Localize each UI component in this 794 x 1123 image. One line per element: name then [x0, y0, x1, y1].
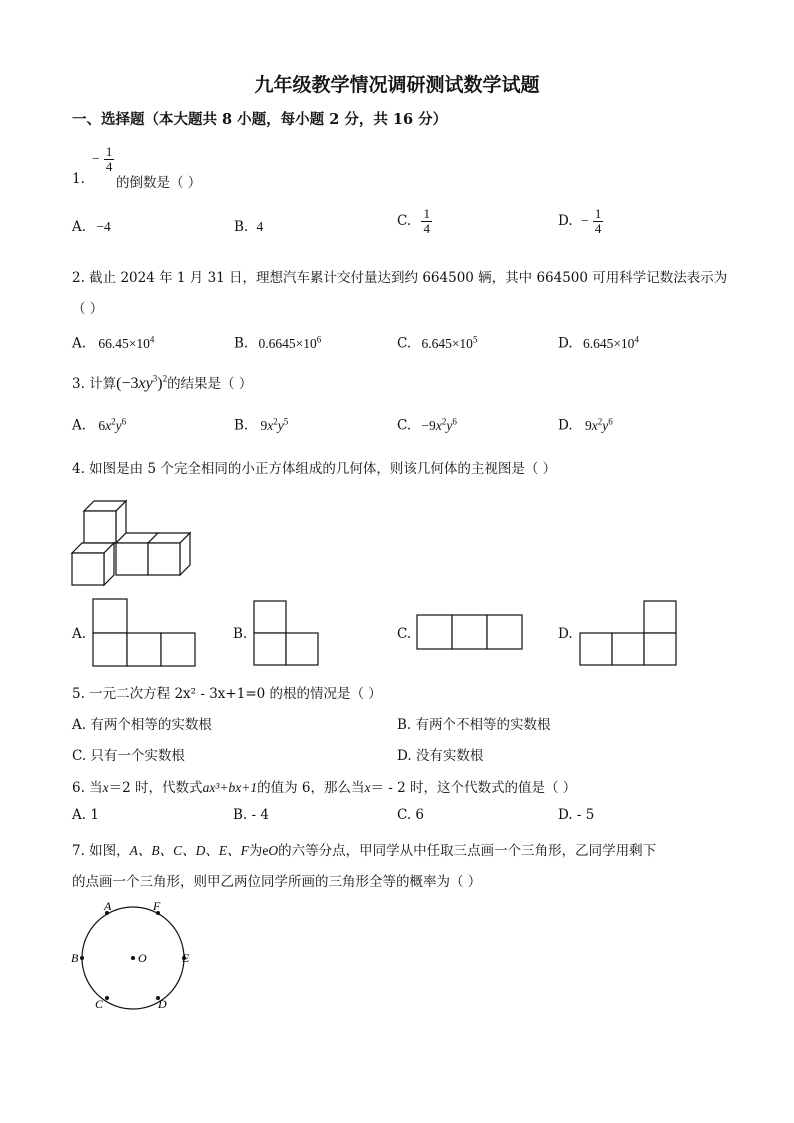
- q3-option-c-yexp: 6: [452, 416, 457, 426]
- q1-option-c-numerator: 1: [423, 206, 430, 221]
- q7-label-b: B: [71, 951, 79, 965]
- q4-option-d-figure[interactable]: [580, 601, 680, 667]
- q3-option-a-x: x: [105, 417, 112, 433]
- q5-option-c[interactable]: C. 只有一个实数根: [72, 748, 185, 764]
- q6-part1: 6. 当: [72, 780, 103, 796]
- q2-option-d[interactable]: [558, 334, 639, 352]
- q5-option-b[interactable]: B. 有两个不相等的实数根: [397, 717, 551, 733]
- q3-option-c-y: y: [446, 417, 453, 433]
- q7-label-e: E: [182, 951, 190, 965]
- q5-option-a[interactable]: A. 有两个相等的实数根: [72, 717, 212, 733]
- q1-fraction: [92, 145, 114, 173]
- q3-option-a-xexp: 2: [111, 416, 116, 426]
- q7-label-o: O: [138, 951, 147, 965]
- q3-option-a-coef: 6: [98, 417, 106, 433]
- q3-option-a[interactable]: [72, 416, 126, 434]
- q7-part2: 为: [248, 843, 263, 859]
- q4-option-a-label[interactable]: A.: [72, 626, 87, 642]
- q3-option-b[interactable]: [234, 416, 288, 434]
- q3-suffix: 的结果是（ ）: [167, 376, 253, 392]
- q3-option-b-xexp: 2: [273, 416, 278, 426]
- q2-option-b-value: [259, 336, 322, 351]
- q1-option-a-value: −4: [96, 219, 111, 234]
- q1-numerator: 1: [105, 144, 113, 159]
- q6-part2: ＝2 时，代数式: [108, 780, 203, 796]
- q3-option-d-value: [585, 418, 613, 433]
- q2-option-c-label: C.: [397, 335, 412, 352]
- q4-option-b-label[interactable]: B.: [233, 626, 248, 642]
- q1-option-a-label: A.: [72, 219, 87, 235]
- q1-fraction-body: [104, 145, 115, 173]
- q6-option-d[interactable]: D. - 5: [558, 807, 595, 823]
- q3-option-c-value: [421, 418, 456, 433]
- q3-option-b-coef: 9: [260, 417, 268, 433]
- cube-top: [84, 501, 126, 543]
- q7-text-line2: 的点画一个三角形，则甲乙两位同学所画的三角形全等的概率为（ ）: [72, 874, 482, 890]
- q3-option-d-label: D.: [558, 417, 573, 434]
- q3-expr-outer-exp: 2: [162, 373, 168, 384]
- q1-option-c-denominator: 4: [423, 220, 430, 236]
- q2-option-c-exponent: 5: [472, 334, 478, 344]
- q4-option-a-figure[interactable]: [93, 599, 197, 667]
- q4-option-c-label[interactable]: C.: [397, 626, 412, 642]
- q1-denominator: 4: [105, 158, 113, 174]
- q4-option-c-figure[interactable]: [417, 615, 525, 651]
- q3-expr-inner-exp: 3: [152, 373, 158, 384]
- q4-option-d-label[interactable]: D.: [558, 626, 573, 642]
- q1-option-d-numerator: 1: [594, 206, 602, 221]
- q3-option-c-xexp: 2: [441, 416, 447, 426]
- q3-option-d-y: y: [602, 417, 609, 433]
- q2-option-a[interactable]: [72, 334, 154, 352]
- q6-x2: x: [364, 780, 371, 795]
- q2-option-c[interactable]: [397, 334, 477, 352]
- q7-label-f: F: [153, 899, 161, 913]
- q3-option-d-yexp: 6: [608, 416, 613, 426]
- q3-option-b-value: [261, 418, 289, 433]
- q7-part1: 7. 如图，: [72, 843, 130, 859]
- q3-option-b-yexp: 5: [283, 416, 289, 426]
- q3-option-d-xexp: 2: [597, 416, 603, 426]
- q2-option-a-label: A.: [72, 335, 87, 352]
- q6-x1: x: [102, 780, 109, 795]
- q7-part3: 的六等分点，甲同学从中任取三点画一个三角形，乙同学用剩下: [278, 843, 657, 859]
- q2-option-a-mantissa: 66.45×10: [98, 335, 150, 351]
- q5-text: 5. 一元二次方程 2x² - 3x+1=0 的根的情况是（ ）: [72, 686, 382, 702]
- q3-option-b-label: B.: [234, 417, 249, 434]
- q1-option-d-label: D.: [558, 213, 573, 230]
- q1-option-c[interactable]: [397, 207, 432, 235]
- q1-option-c-label: C.: [397, 213, 412, 230]
- q2-option-a-exponent: 4: [149, 334, 155, 344]
- q7-label-c: C: [95, 997, 104, 1011]
- q3-option-c-label: C.: [397, 417, 412, 434]
- q1-option-d[interactable]: [558, 207, 603, 235]
- q6-option-b[interactable]: B. - 4: [233, 807, 269, 823]
- q7-label-a: A: [104, 899, 112, 913]
- q2-option-c-mantissa: 6.645×10: [421, 335, 473, 351]
- q3-option-b-y: y: [277, 417, 284, 433]
- q6-part4: ＝ - 2 时，这个代数式的值是（ ）: [370, 780, 577, 796]
- q2-option-d-mantissa: 6.645×10: [582, 335, 635, 351]
- q3-option-d-coef: 9: [584, 417, 592, 433]
- q6-option-a[interactable]: A. 1: [72, 807, 99, 823]
- q2-text-line1: 2. 截止 2024 年 1 月 31 日，理想汽车累计交付量达到约 664500 辆，其中 664500 可用科学记数法表示为: [72, 270, 728, 286]
- q1-text: 的倒数是（ ）: [116, 175, 202, 191]
- q3-expr-var: xy: [138, 375, 153, 392]
- q3-option-c[interactable]: [397, 416, 457, 434]
- q4-cube-figure: [72, 505, 197, 587]
- q3-prefix: 3. 计算: [72, 376, 117, 392]
- question-6: [72, 776, 576, 796]
- page-title: 九年级教学情况调研测试数学试题: [254, 74, 540, 96]
- q1-fraction-sign: −: [92, 151, 100, 167]
- q4-text: 4. 如图是由 5 个完全相同的小正方体组成的几何体，则该几何体的主视图是（ ）: [72, 461, 557, 477]
- q2-option-d-label: D.: [558, 335, 573, 352]
- q4-option-b-figure[interactable]: [254, 601, 320, 667]
- q2-option-d-value: [583, 336, 639, 351]
- q1-number: 1.: [72, 171, 85, 187]
- q6-part3: 的值为 6，那么当: [257, 780, 365, 796]
- section-heading: 一、选择题（本大题共 8 小题，每小题 2 分，共 16 分）: [72, 111, 448, 128]
- q7-points: A、B、C、D、E、F: [129, 843, 249, 858]
- q6-option-c[interactable]: C. 6: [397, 807, 425, 823]
- q3-option-c-coef: −9: [421, 417, 436, 433]
- question-3: [72, 372, 252, 393]
- q1-option-b[interactable]: [234, 219, 263, 235]
- q7-label-d: D: [158, 997, 167, 1011]
- q1-option-b-label: B.: [234, 219, 249, 235]
- q3-option-c-x: x: [435, 417, 442, 433]
- q3-option-a-value: [98, 418, 126, 433]
- q1-option-d-sign: −: [580, 213, 589, 229]
- q2-option-b-exponent: 6: [316, 334, 322, 344]
- question-7: [72, 839, 656, 859]
- q1-option-d-fraction: [593, 207, 604, 235]
- q3-expression: [116, 375, 167, 392]
- q7-point-c: [105, 996, 109, 1000]
- q6-expression: ax³+bx+1: [202, 780, 258, 795]
- q2-option-d-exponent: 4: [634, 334, 639, 344]
- q2-text-line2: （ ）: [72, 301, 104, 317]
- q7-point-b: [80, 956, 84, 960]
- q7-circle-symbol: e: [262, 843, 269, 858]
- q1-option-a[interactable]: [72, 219, 111, 235]
- q2-option-b[interactable]: [234, 334, 321, 352]
- q1-option-d-denominator: 4: [594, 220, 602, 236]
- q7-center: O: [268, 843, 279, 858]
- q3-expr-open: (−3: [116, 375, 139, 392]
- q1-option-b-value: 4: [256, 219, 264, 234]
- q2-option-c-value: [421, 336, 477, 351]
- q3-option-a-label: A.: [72, 417, 87, 434]
- q1-option-c-fraction: [421, 207, 432, 235]
- q3-option-a-yexp: 6: [121, 416, 127, 426]
- q7-circle-figure: [70, 900, 200, 1015]
- q2-option-b-mantissa: 0.6645×10: [258, 335, 317, 351]
- q2-option-a-value: [98, 336, 154, 351]
- q3-option-d-x: x: [591, 417, 598, 433]
- q5-option-d[interactable]: D. 没有实数根: [397, 748, 484, 764]
- q3-option-b-x: x: [267, 417, 274, 433]
- q2-option-b-label: B.: [234, 335, 249, 352]
- q3-option-d[interactable]: [558, 416, 613, 434]
- q7-point-o: [131, 956, 135, 960]
- q3-expr-close: ): [157, 375, 163, 392]
- q3-option-a-y: y: [115, 417, 122, 433]
